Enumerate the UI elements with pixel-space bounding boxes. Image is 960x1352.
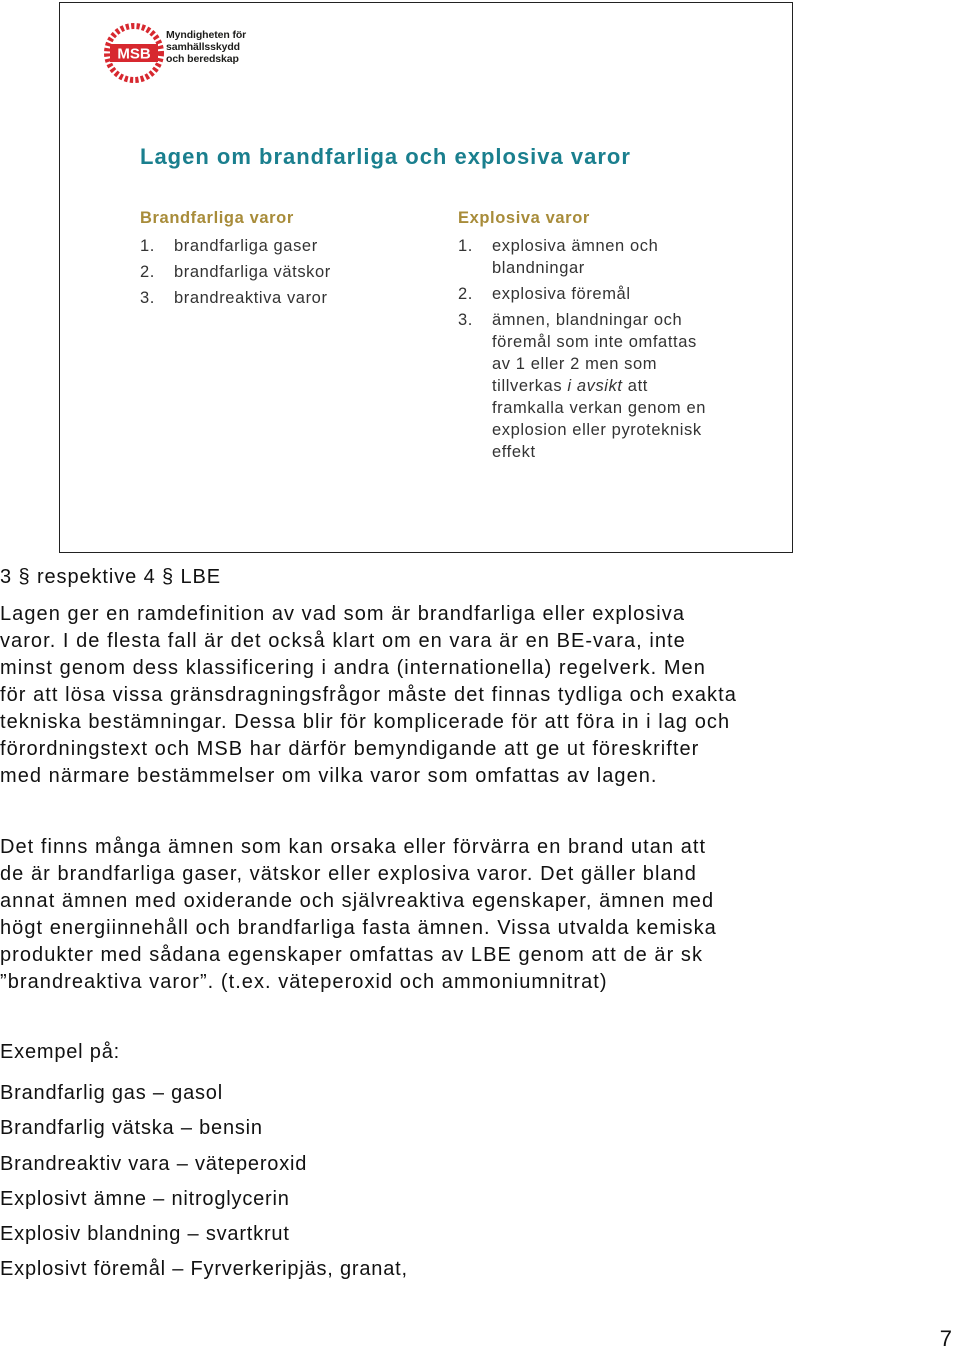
list-item [458, 235, 706, 279]
paragraph-line: högt energiinnehåll och brandfarliga fasta ämnen. Vissa utvalda kemiska [0, 917, 717, 939]
logo-text [166, 29, 246, 65]
paragraph-line: med närmare bestämmelser om vilka varor som omfattas av lagen. [0, 765, 658, 787]
examples-heading: Exempel på: [0, 1041, 120, 1063]
paragraph-line: tekniska bestämningar. Dessa blir för komplicerade för att föra in i lag och [0, 711, 731, 733]
example-item: Brandreaktiv vara – väteperoxid [0, 1152, 308, 1175]
list-item-number: 2. [140, 263, 155, 281]
logo-text-line: och beredskap [166, 53, 239, 65]
paragraph-line: ”brandreaktiva varor”. (t.ex. väteperoxid och ammoniumnitrat) [0, 971, 608, 993]
paragraph-definition [0, 601, 737, 790]
list-item-text: av 1 eller 2 men som [492, 355, 658, 373]
left-column-heading: Brandfarliga varor [140, 209, 294, 227]
paragraph-line: för att lösa vissa gränsdragningsfrågor måste det finnas tydliga och exakta [0, 684, 737, 706]
examples-list [0, 1076, 408, 1288]
paragraph-line: minst genom dess klassificering i andra (internationella) regelverk. Men [0, 657, 706, 679]
msb-logo [104, 23, 264, 87]
left-column-list [140, 235, 331, 309]
list-item-text: framkalla verkan genom en [492, 399, 707, 417]
paragraph-line: de är brandfarliga gaser, vätskor eller explosiva varor. Det gäller bland [0, 863, 697, 885]
page-number: 7 [939, 1326, 952, 1351]
list-item-text: effekt [492, 443, 536, 461]
list-item-text: explosiva föremål [492, 285, 631, 303]
list-item-text: blandningar [492, 259, 585, 277]
logo-text-line: Myndigheten för [166, 29, 247, 41]
list-item-number: 1. [458, 237, 473, 255]
list-item-text-part: att [622, 377, 648, 395]
list-item-text: explosiva ämnen och [492, 237, 659, 255]
example-item: Explosiv blandning – svartkrut [0, 1223, 290, 1246]
presentation-slide [59, 2, 793, 553]
list-item-number: 3. [458, 311, 473, 329]
list-item-text: föremål som inte omfattas [492, 333, 697, 351]
list-item-text: ämnen, blandningar och [492, 311, 683, 329]
example-item: Brandfarlig gas – gasol [0, 1082, 223, 1104]
list-item [140, 235, 331, 257]
list-item-number: 1. [140, 237, 155, 255]
list-item-text: brandreaktiva varor [174, 289, 328, 307]
paragraph-line: Det finns många ämnen som kan orsaka eller förvärra en brand utan att [0, 836, 707, 858]
paragraph-line: förordningstext och MSB har därför bemyndigande att ge ut föreskrifter [0, 738, 700, 760]
list-item-text-part: tillverkas [492, 377, 568, 395]
list-item-text: brandfarliga vätskor [174, 263, 331, 281]
right-column-list [458, 235, 706, 463]
list-item-number: 2. [458, 285, 473, 303]
paragraph-line: produkter med sådana egenskaper omfattas av LBE genom att de är sk [0, 944, 704, 966]
right-column-heading: Explosiva varor [458, 209, 590, 227]
example-item: Explosivt föremål – Fyrverkeripjäs, granat, [0, 1258, 408, 1281]
logo-text-line: samhällsskydd [166, 41, 240, 53]
list-item-number: 3. [140, 289, 155, 307]
paragraph-brandreaktiva [0, 834, 717, 996]
list-item [458, 283, 706, 305]
italic-phrase: i avsikt [567, 377, 623, 395]
paragraph-line: annat ämnen med oxiderande och självreaktiva egenskaper, ämnen med [0, 890, 715, 912]
paragraph-line: Lagen ger en ramdefinition av vad som är brandfarliga eller explosiva [0, 603, 686, 625]
msb-logo-mark-icon [104, 23, 164, 83]
logo-mark-text: MSB [117, 45, 151, 63]
list-item-text: brandfarliga gaser [174, 237, 318, 255]
list-item-text [492, 375, 706, 397]
list-item-text: explosion eller pyroteknisk [492, 421, 702, 439]
list-item [458, 309, 706, 463]
list-item [140, 287, 331, 309]
section-header: 3 § respektive 4 § LBE [0, 566, 222, 588]
list-item [140, 261, 331, 283]
slide-title: Lagen om brandfarliga och explosiva varor [140, 144, 631, 169]
example-item: Brandfarlig vätska – bensin [0, 1117, 263, 1140]
paragraph-line: varor. I de flesta fall är det också klart om en vara är en BE-vara, inte [0, 630, 686, 652]
example-item: Explosivt ämne – nitroglycerin [0, 1187, 290, 1210]
